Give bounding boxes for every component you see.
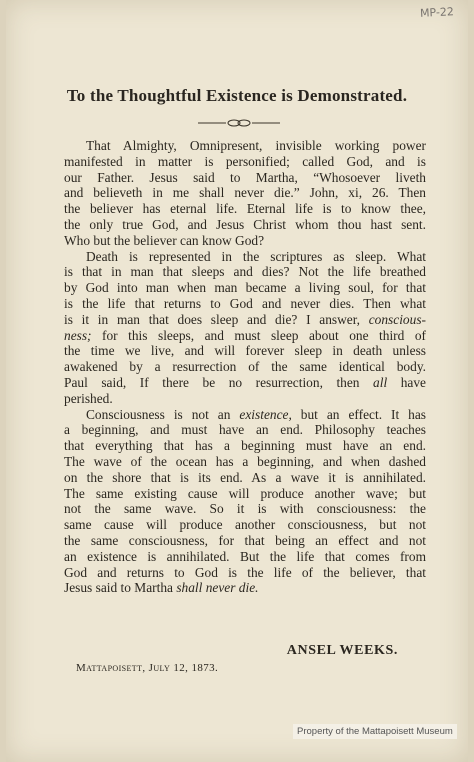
text-line: the believer has eternal life. Eternal life is to know thee,	[64, 201, 426, 217]
text-line: manifested in matter is personified; called God, and is	[64, 153, 426, 169]
text-line: perished.	[64, 390, 113, 406]
text-line: a beginning, and must have an end. Philosophy teaches	[64, 422, 426, 438]
text-line: awakened by a resurrection of the same identical body.	[64, 359, 426, 375]
text-line: Consciousness is not an existence, but an effect. It has	[86, 406, 427, 422]
document-body	[64, 138, 426, 596]
document-page	[6, 0, 468, 762]
text-line: God and returns to God is the life of the believer, that	[64, 564, 426, 580]
text-line: ness; for this sleeps, and must sleep about one third of	[64, 327, 426, 343]
text-line: the time we live, and will forever sleep in death unless	[64, 343, 426, 359]
text-line: on the shore that is its end. As a wave it is annihilated.	[64, 469, 426, 485]
text-line: Jesus said to Martha shall never die.	[64, 580, 259, 596]
text-line: is that in man that sleeps and dies? Not the life breathed	[64, 264, 426, 280]
text-line: is it in man that does sleep and die? I answer, conscious-	[64, 311, 426, 327]
text-line: our Father. Jesus said to Martha, “Whosoever liveth	[64, 169, 426, 185]
text-line: The wave of the ocean has a beginning, and when dashed	[64, 453, 426, 469]
text-line: not the same wave. So it is with consciousness: the	[64, 501, 426, 517]
paragraph-1	[64, 138, 426, 249]
text-line: Who but the believer can know God?	[64, 232, 265, 248]
signature: ANSEL WEEKS.	[286, 643, 398, 658]
place-date: Mattapoisett, July 12, 1873.	[76, 662, 219, 674]
museum-watermark: Property of the Mattapoisett Museum	[293, 724, 457, 739]
text-line: That Almighty, Omnipresent, invisible working power	[86, 138, 426, 153]
text-line: The same existing cause will produce another wave; but	[64, 485, 426, 501]
text-line: Death is represented in the scriptures as sleep. What	[86, 248, 426, 264]
text-line: the same consciousness, for that being an effect and not	[64, 532, 426, 548]
text-line: same cause will produce another consciousness, but not	[64, 517, 426, 533]
text-line: by God into man when man became a living soul, for that	[64, 280, 426, 296]
text-line: is the life that returns to God and never dies. Then what	[64, 295, 426, 311]
text-line: the only true God, and Jesus Christ whom thou hast sent.	[64, 216, 426, 232]
document-title: To the Thoughtful Existence is Demonstrated.	[66, 86, 408, 105]
text-line: an existence is annihilated. But the life that comes from	[64, 548, 426, 564]
ornament-divider	[196, 118, 282, 128]
paragraph-3	[64, 407, 426, 597]
text-line: and believeth in me shall never die.” John, xi, 26. Then	[64, 185, 426, 201]
text-line: Paul said, If there be no resurrection, then all have	[64, 374, 426, 390]
catalog-tag: MP-22	[419, 5, 455, 20]
text-line: that everything that has a beginning must have an end.	[64, 438, 426, 454]
paragraph-2	[64, 249, 426, 407]
